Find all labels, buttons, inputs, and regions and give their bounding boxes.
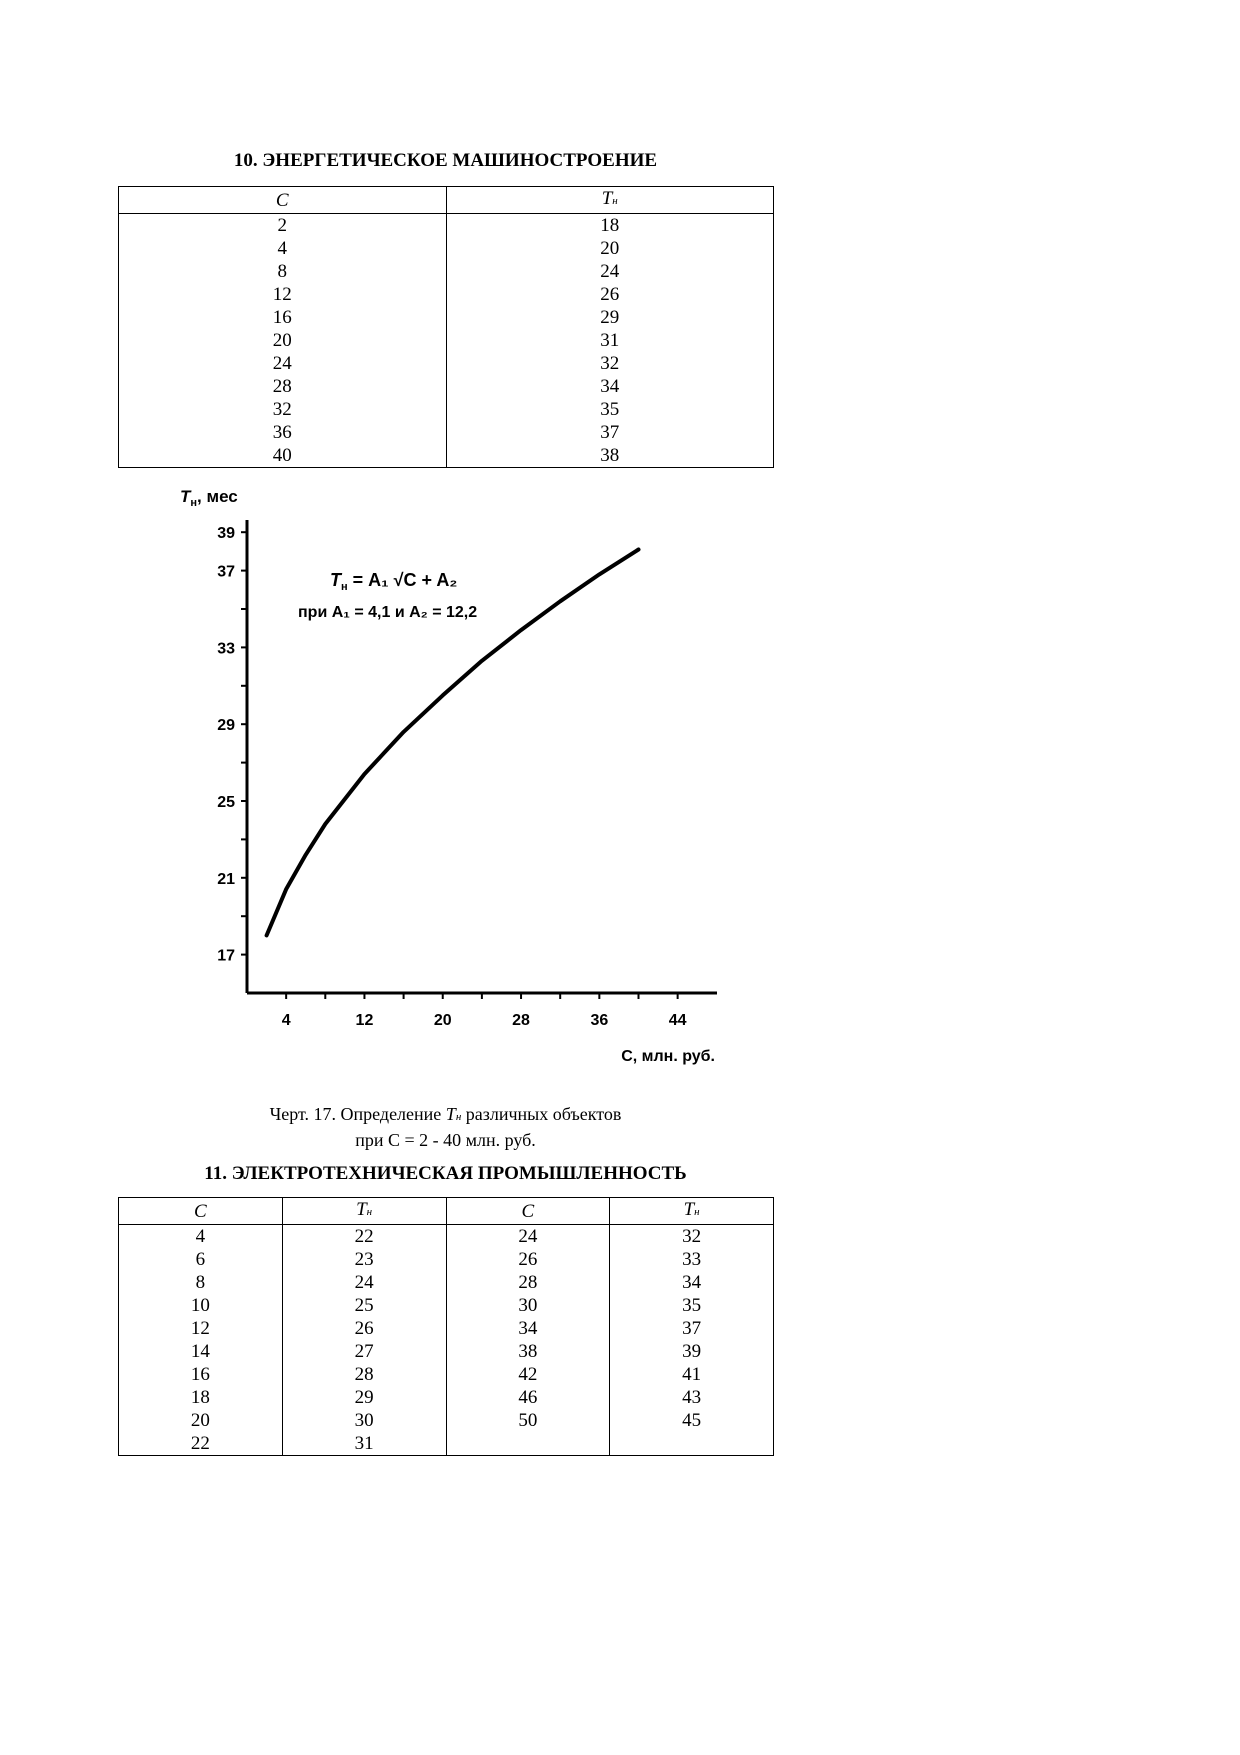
table-cell <box>446 1432 610 1456</box>
table-cell: 20 <box>119 1409 283 1432</box>
formula-parameters: при A₁ = 4,1 и A₂ = 12,2 <box>298 604 478 621</box>
y-axis-label: $T_н$, мес <box>180 487 238 509</box>
table-cell: 32 <box>610 1225 774 1249</box>
table-header-row <box>119 1198 774 1225</box>
chart-tn-vs-c <box>170 480 730 1080</box>
table-cell: 31 <box>282 1432 446 1456</box>
table-cell: 38 <box>446 444 774 468</box>
table-cell: 35 <box>446 398 774 421</box>
table-cell: 40 <box>119 444 447 468</box>
table-row <box>119 1363 774 1386</box>
y-tick-label: 39 <box>217 525 235 543</box>
x-tick-label: 20 <box>433 1012 452 1029</box>
figure-caption <box>118 1103 773 1152</box>
table-cell: 26 <box>446 1248 610 1271</box>
table-row <box>119 1432 774 1456</box>
table-row <box>119 352 774 375</box>
table-cell: 34 <box>446 375 774 398</box>
table-row <box>119 421 774 444</box>
table-cell: 28 <box>119 375 447 398</box>
table-cell: 22 <box>119 1432 283 1456</box>
table-cell: 16 <box>119 1363 283 1386</box>
table-cell: 42 <box>446 1363 610 1386</box>
table-cell: 4 <box>119 1225 283 1249</box>
table-row <box>119 444 774 468</box>
y-tick-label: 29 <box>217 717 235 735</box>
x-tick-label: 36 <box>590 1012 609 1029</box>
table-row <box>119 214 774 238</box>
table-cell: 28 <box>282 1363 446 1386</box>
table-row <box>119 1340 774 1363</box>
table-row <box>119 306 774 329</box>
table-cell: 28 <box>446 1271 610 1294</box>
table-row <box>119 237 774 260</box>
table-cell: 8 <box>119 260 447 283</box>
table-cell: 12 <box>119 1317 283 1340</box>
table-cell: 35 <box>610 1294 774 1317</box>
section-10-title: 10. ЭНЕРГЕТИЧЕСКОЕ МАШИНОСТРОЕНИЕ <box>233 150 658 171</box>
table-cell: 37 <box>446 421 774 444</box>
x-tick-label: 4 <box>281 1012 291 1029</box>
section-11-title: 11. ЭЛЕКТРОТЕХНИЧЕСКАЯ ПРОМЫШЛЕННОСТЬ <box>204 1163 687 1184</box>
table-cell: 24 <box>446 1225 610 1249</box>
table-cell: 16 <box>119 306 447 329</box>
table-cell: 29 <box>282 1386 446 1409</box>
table-cell: 20 <box>446 237 774 260</box>
table-cell: 37 <box>610 1317 774 1340</box>
table-row <box>119 283 774 306</box>
header-tn-1: Tн <box>282 1198 446 1225</box>
table-cell: 18 <box>446 214 774 238</box>
table-cell: 38 <box>446 1340 610 1363</box>
table-cell: 46 <box>446 1386 610 1409</box>
x-tick-label: 28 <box>512 1012 530 1029</box>
table-cell: 36 <box>119 421 447 444</box>
x-tick-label: 12 <box>355 1012 374 1029</box>
table-cell: 41 <box>610 1363 774 1386</box>
table-cell: 29 <box>446 306 774 329</box>
table-row <box>119 260 774 283</box>
table-row <box>119 1294 774 1317</box>
table-row <box>119 1225 774 1249</box>
table-cell: 22 <box>282 1225 446 1249</box>
x-axis-label: С, млн. руб. <box>621 1048 715 1065</box>
header-c: C <box>119 187 447 214</box>
table-cell: 30 <box>282 1409 446 1432</box>
formula-annotation: $T_н = A_1$ √C + A₂ <box>330 570 458 593</box>
table-cell: 24 <box>282 1271 446 1294</box>
header-c-2: C <box>446 1198 610 1225</box>
header-tn: Tн <box>446 187 774 214</box>
caption-line-2: при С = 2 - 40 млн. руб. <box>355 1130 536 1150</box>
y-tick-label: 37 <box>217 563 235 581</box>
table-cell: 33 <box>610 1248 774 1271</box>
table-row <box>119 1317 774 1340</box>
table-cell: 12 <box>119 283 447 306</box>
caption-line-1: Черт. 17. Определение Tн различных объектов <box>269 1104 622 1124</box>
table-energy-engineering <box>118 186 774 468</box>
table-cell: 26 <box>282 1317 446 1340</box>
table-cell: 6 <box>119 1248 283 1271</box>
y-tick-label: 21 <box>217 870 235 888</box>
table-row <box>119 398 774 421</box>
table-cell: 24 <box>119 352 447 375</box>
table-cell: 18 <box>119 1386 283 1409</box>
table-row <box>119 1409 774 1432</box>
table-cell: 34 <box>446 1317 610 1340</box>
table-cell: 25 <box>282 1294 446 1317</box>
table-cell: 14 <box>119 1340 283 1363</box>
table-cell: 32 <box>446 352 774 375</box>
table-cell: 34 <box>610 1271 774 1294</box>
y-tick-label: 33 <box>217 640 235 658</box>
table-cell: 45 <box>610 1409 774 1432</box>
table-cell: 8 <box>119 1271 283 1294</box>
table-row <box>119 1248 774 1271</box>
y-tick-label: 25 <box>217 794 235 811</box>
table-row <box>119 329 774 352</box>
table-cell: 2 <box>119 214 447 238</box>
table-cell: 30 <box>446 1294 610 1317</box>
header-tn-2: Tн <box>610 1198 774 1225</box>
table-row <box>119 1271 774 1294</box>
table-cell: 32 <box>119 398 447 421</box>
x-tick-label: 44 <box>668 1012 687 1029</box>
table-row <box>119 375 774 398</box>
table-cell: 26 <box>446 283 774 306</box>
table-electrical-industry <box>118 1197 774 1456</box>
table-cell: 50 <box>446 1409 610 1432</box>
table-cell: 39 <box>610 1340 774 1363</box>
table-cell: 31 <box>446 329 774 352</box>
table-row <box>119 1386 774 1409</box>
table-header-row <box>119 187 774 214</box>
table-cell: 4 <box>119 237 447 260</box>
table-cell: 23 <box>282 1248 446 1271</box>
header-c-1: C <box>119 1198 283 1225</box>
table-cell: 20 <box>119 329 447 352</box>
y-tick-label: 17 <box>217 947 235 965</box>
table-cell: 27 <box>282 1340 446 1363</box>
table-cell <box>610 1432 774 1456</box>
table-cell: 24 <box>446 260 774 283</box>
table-cell: 10 <box>119 1294 283 1317</box>
table-cell: 43 <box>610 1386 774 1409</box>
